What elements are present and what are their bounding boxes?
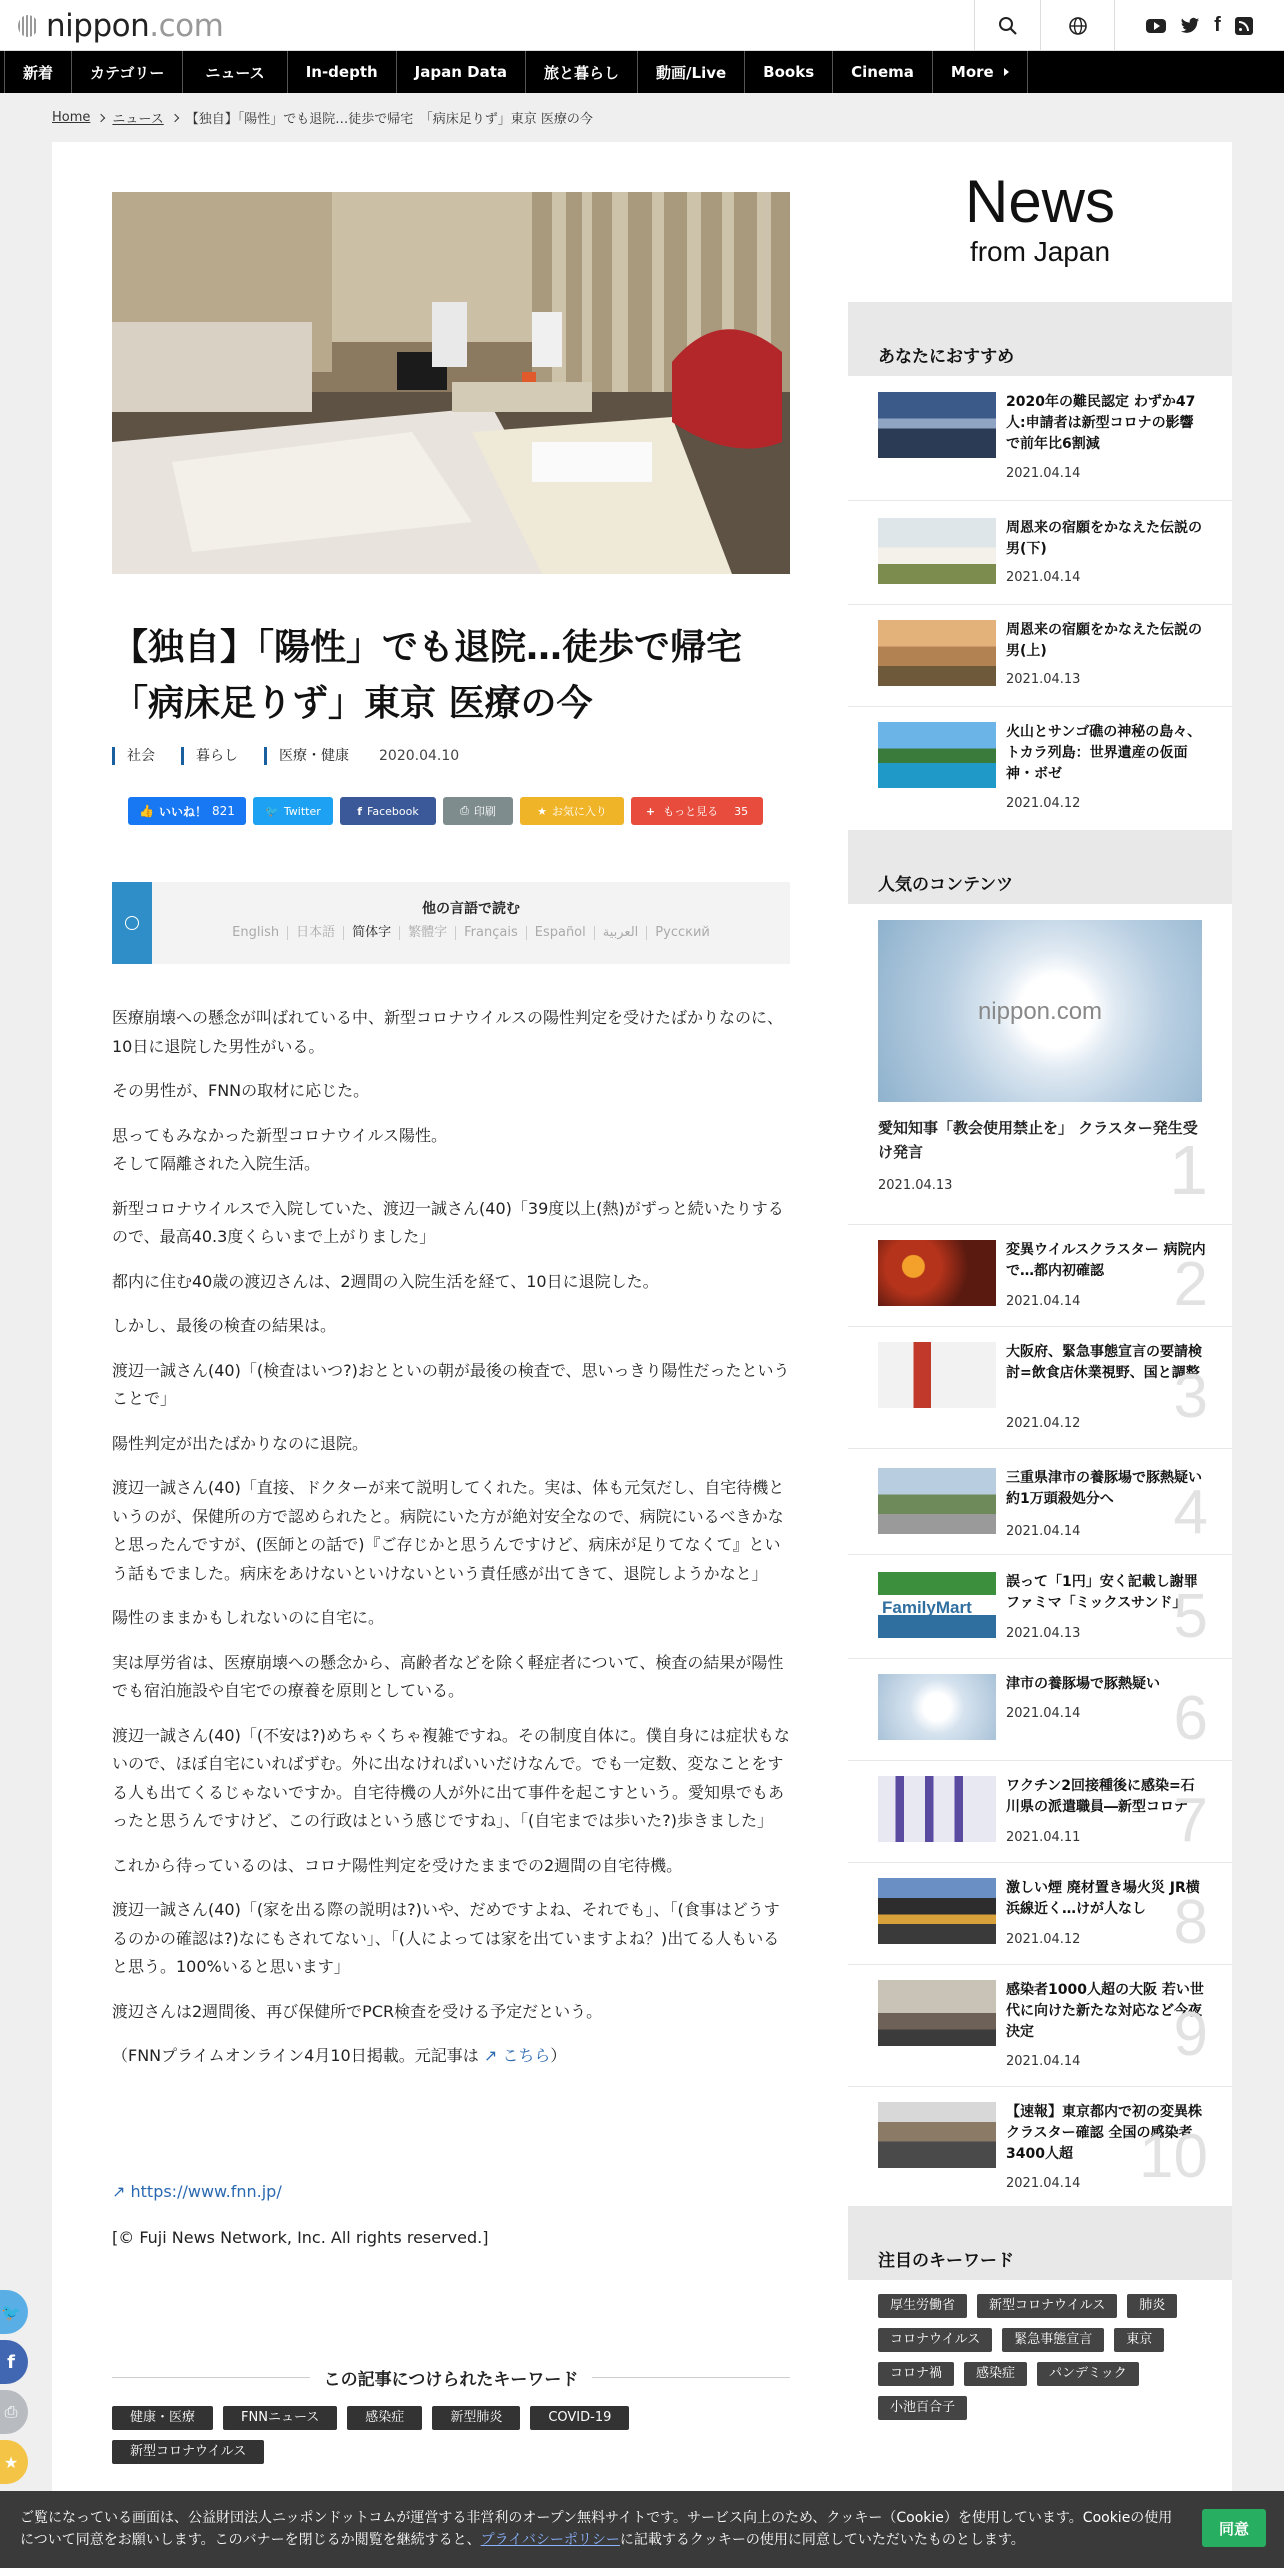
article-title: 【独自】「陽性」でも退院…徒歩で帰宅 「病床足りず」東京 医療の今 xyxy=(112,627,779,724)
divider xyxy=(848,1554,1232,1555)
nav-item-books[interactable]: Books xyxy=(745,51,833,93)
recommend-item[interactable] xyxy=(878,620,1208,710)
paragraph: 渡辺一誠さん(40)「(家を出る際の説明は?)いや、だめですよね、それでも」、「(食事はどうするのかの確認は?)なにもされてない」、「(人によっては家を出ていますよね？)出てる人もいると思う。100%いると思います」 xyxy=(112,1900,780,1976)
language-list xyxy=(152,926,790,940)
popular-item-date: 2021.04.14 xyxy=(1006,2176,1081,2191)
social-links xyxy=(1114,0,1284,51)
nav-item-cinema[interactable]: Cinema xyxy=(833,51,933,93)
popular-item-date: 2021.04.11 xyxy=(1006,1830,1081,1845)
popular-item[interactable] xyxy=(878,1572,1208,1662)
recommend-item-date: 2021.04.14 xyxy=(1006,570,1081,585)
recommend-item-title: 周恩来の宿願をかなえた伝説の男(下) xyxy=(1006,520,1202,557)
recommend-item[interactable] xyxy=(878,392,1208,482)
popular-item[interactable] xyxy=(878,1674,1208,1764)
article-keyword-list xyxy=(112,2406,672,2464)
popular-item-title: 変異ウイルスクラスター 病院内で…都内初確認 xyxy=(1006,1242,1206,1279)
privacy-policy-link[interactable]: プライバシーポリシー xyxy=(480,2532,620,2548)
globe-icon xyxy=(125,916,139,930)
popular-top-rank: 1 xyxy=(1169,1131,1208,1209)
popular-item-date: 2021.04.12 xyxy=(1006,1416,1081,1431)
popular-item-rank: 3 xyxy=(1173,1362,1208,1431)
paragraph: 渡辺一誠さん(40)「直接、ドクターが来て説明してくれた。実は、体も元気だし、自宅待機というのが、保健所の方で認められたと。病院にいた方が絶対安全なので、病院にいるべきかなと思ったんですが、(医師との話で)『ご存じかと思うんですけど、病床が足りてなくて』という話もでました。病床をあけないといけないという責任感が出てきて、退院しようかなと」 xyxy=(112,1478,785,1583)
nav-item-video[interactable]: 動画/Live xyxy=(638,51,745,93)
cookie-accept-button[interactable]: 同意 xyxy=(1202,2509,1266,2547)
logo-mark-icon xyxy=(18,15,38,37)
popular-top-date: 2021.04.13 xyxy=(878,1178,953,1193)
banner-line2: from Japan xyxy=(969,236,1111,267)
popular-thumb-text: FamilyMart xyxy=(882,1598,972,1617)
article-body xyxy=(112,1004,790,2087)
article-keywords-header xyxy=(112,2366,790,2388)
chevron-right-icon xyxy=(171,113,179,121)
divider xyxy=(848,1760,1232,1761)
nav-item-indepth[interactable]: In-depth xyxy=(288,51,397,93)
favorite-label: お気に入り xyxy=(551,805,607,818)
twitter-icon[interactable] xyxy=(1180,17,1200,35)
sidebar-keywords-title: 注目のキーワード xyxy=(878,2251,1014,2271)
plus-icon: + xyxy=(645,804,656,818)
popular-top-thumb-text: nippon.com xyxy=(977,998,1103,1025)
recommend-thumbnail xyxy=(878,392,996,458)
popular-item-rank: 8 xyxy=(1173,1888,1208,1957)
external-link-icon: ↗ xyxy=(483,2046,498,2065)
article-date: 2020.04.10 xyxy=(379,748,460,764)
facebook-share-label: Facebook xyxy=(367,804,419,818)
floating-twitter-button[interactable] xyxy=(0,2290,28,2334)
source-link[interactable] xyxy=(484,2046,551,2065)
popular-title: 人気のコンテンツ xyxy=(878,875,1014,895)
popular-thumbnail xyxy=(878,1980,996,2046)
popular-item-title: 大阪府、緊急事態宣言の要請検討=飲食店休業視野、国と調整 xyxy=(1006,1344,1202,1381)
like-button[interactable] xyxy=(128,797,246,825)
breadcrumb xyxy=(52,108,593,127)
search-icon xyxy=(998,16,1018,36)
sidebar-keyword-tag[interactable]: 東京 xyxy=(1114,2328,1164,2352)
nav-item-category[interactable]: カテゴリー xyxy=(72,51,183,93)
popular-item[interactable] xyxy=(878,1980,1208,2070)
youtube-icon[interactable] xyxy=(1146,19,1166,33)
popular-item-date: 2021.04.14 xyxy=(1006,1524,1081,1539)
logo-dot: .com xyxy=(149,8,224,44)
news-from-japan-banner[interactable] xyxy=(848,142,1232,302)
external-url: https://www.fnn.jp/ xyxy=(130,2182,282,2201)
popular-item[interactable] xyxy=(878,1878,1208,1968)
paragraph: 医療崩壊への懸念が叫ばれている中、新型コロナウイルスの陽性判定を受けたばかりなのに、10日に退院した男性がいる。 xyxy=(112,1008,784,1056)
popular-item-title: 激しい煙 廃材置き場火災 JR横浜線近く…けが人なし xyxy=(1006,1880,1200,1917)
popular-item-rank: 10 xyxy=(1139,2122,1208,2191)
paragraph: 陽性のままかもしれないのに自宅に。 xyxy=(112,1608,385,1627)
nav-item-travel[interactable]: 旅と暮らし xyxy=(526,51,638,93)
paragraph: 都内に住む40歳の渡辺さんは、2週間の入院生活を経て、10日に退院した。 xyxy=(112,1271,659,1291)
category-link[interactable]: 社会 xyxy=(112,747,169,765)
source-link-label: こちら xyxy=(502,2046,551,2065)
sidebar-keyword-tag[interactable]: 肺炎 xyxy=(1127,2294,1177,2318)
sidebar-keyword-tag[interactable]: 小池百合子 xyxy=(878,2396,967,2420)
breadcrumb-current: 【独自】「陽性」でも退院…徒歩で帰宅 「病床足りず」東京 医療の今 xyxy=(185,112,593,127)
recommend-item-title: 周恩来の宿願をかなえた伝説の男(上) xyxy=(1006,622,1202,659)
popular-thumbnail xyxy=(878,1342,996,1408)
more-share-count: 35 xyxy=(734,804,749,818)
sidebar-keyword-tag[interactable]: 新型コロナウイルス xyxy=(977,2294,1117,2318)
language-link-fr[interactable]: Français xyxy=(456,926,527,940)
divider xyxy=(848,1862,1232,1863)
recommend-thumbnail xyxy=(878,722,996,788)
recommend-item[interactable] xyxy=(878,518,1208,608)
twitter-share-button[interactable] xyxy=(253,797,333,825)
nav-item-more[interactable] xyxy=(933,51,1028,93)
popular-item-rank: 5 xyxy=(1173,1582,1208,1651)
divider xyxy=(112,2377,310,2378)
popular-item-title: 三重県津市の養豚場で豚熱疑い 約1万頭殺処分へ xyxy=(1006,1470,1202,1507)
popular-item-rank: 4 xyxy=(1173,1478,1208,1547)
popular-item-title: 津市の養豚場で豚熱疑い xyxy=(1006,1676,1160,1692)
nav-more-label: More xyxy=(950,63,994,81)
popular-thumbnail xyxy=(878,1240,996,1306)
paragraph: 渡辺一誠さん(40)「(不安は?)めちゃくちゃ複雑ですね。その制度自体に。僕自身には症状もないので、ほぼ自宅にいればずむ。外に出なければいいだけなんで。でも一定数、変なことをする人も出てくるじゃないですか。自宅待機の人が外に出て事件を起こすという。愛知県でもあったと思うんですけど、この行政はという感じですね」、「(自宅までは歩いた?)歩きました」 xyxy=(112,1725,790,1830)
sidebar-keyword-tag[interactable]: コロナウイルス xyxy=(878,2328,992,2352)
paragraph: しかし、最後の検査の結果は。 xyxy=(112,1316,337,1335)
category-link[interactable]: 暮らし xyxy=(181,747,252,765)
popular-item-date: 2021.04.12 xyxy=(1006,1932,1081,1947)
more-share-label: もっと見る xyxy=(663,805,719,818)
popular-thumbnail xyxy=(878,1878,996,1944)
popular-top-title: 愛知知事「教会使用禁止を」 クラスター発生受け発言 xyxy=(878,1119,1198,1161)
language-link-en[interactable]: English xyxy=(224,926,288,940)
popular-item-rank: 2 xyxy=(1173,1250,1208,1319)
star-icon: ★ xyxy=(537,804,547,818)
main-nav xyxy=(0,51,1284,93)
popular-item[interactable] xyxy=(878,1468,1208,1558)
article-keywords-title: この記事につけられたキーワード xyxy=(323,2369,579,2390)
recommend-item-date: 2021.04.13 xyxy=(1006,672,1081,687)
floating-print-button[interactable] xyxy=(0,2390,28,2434)
recommend-item-date: 2021.04.12 xyxy=(1006,796,1081,811)
cookie-text xyxy=(20,2507,1180,2551)
popular-item[interactable] xyxy=(878,1776,1208,1866)
other-languages-box xyxy=(112,882,790,964)
twitter-share-label: Twitter xyxy=(283,804,321,818)
recommend-item-title: 火山とサンゴ礁の神秘の島々、トカラ列島：世界遺産の仮面神・ボゼ xyxy=(1006,724,1202,782)
chevron-right-icon xyxy=(97,113,105,121)
article-photo xyxy=(112,192,790,574)
popular-thumbnail xyxy=(878,2102,996,2168)
banner-line1: News xyxy=(964,168,1116,235)
divider xyxy=(848,706,1232,707)
recommend-item-date: 2021.04.14 xyxy=(1006,466,1081,481)
divider xyxy=(848,1224,1232,1225)
star-icon: ★ xyxy=(3,2452,19,2472)
divider xyxy=(848,604,1232,605)
divider xyxy=(848,1658,1232,1659)
cookie-banner xyxy=(0,2491,1284,2568)
paragraph: これから待っているのは、コロナ陽性判定を受けたままでの2週間の自宅待機。 xyxy=(112,1855,683,1875)
logo-text: nippon xyxy=(46,8,150,44)
popular-item-date: 2021.04.13 xyxy=(1006,1626,1081,1641)
site-logo[interactable] xyxy=(18,8,223,44)
external-url-link[interactable] xyxy=(112,2182,282,2201)
popular-item-rank: 9 xyxy=(1173,2000,1208,2069)
language-link-es[interactable]: Español xyxy=(527,926,595,940)
keyword-tag[interactable]: 新型肺炎 xyxy=(432,2406,520,2430)
paragraph: 思ってもみなかった新型コロナウイルス陽性。 そして隔離された入院生活。 xyxy=(112,1125,448,1173)
floating-favorite-button[interactable] xyxy=(0,2440,28,2484)
facebook-icon[interactable]: f xyxy=(1214,14,1221,36)
divider xyxy=(848,1448,1232,1449)
search-button[interactable] xyxy=(974,0,1040,51)
recommend-thumbnail xyxy=(878,518,996,584)
breadcrumb-home[interactable]: Home xyxy=(52,110,91,125)
recommend-item-title: 2020年の難民認定 わずか47人:申請者は新型コロナの影響で前年比6割減 xyxy=(1006,394,1196,452)
facebook-icon: f xyxy=(357,804,363,818)
sidebar-keyword-tag[interactable]: 緊急事態宣言 xyxy=(1002,2328,1104,2352)
keyword-tag[interactable]: FNNニュース xyxy=(223,2406,337,2430)
popular-item[interactable] xyxy=(878,1342,1208,1432)
print-button[interactable] xyxy=(443,797,513,825)
other-languages-title: 他の言語で読む xyxy=(422,901,520,917)
language-link-zh-hant[interactable]: 繁體字 xyxy=(400,926,456,940)
cookie-text-after: に記載するクッキーの使用に同意していただいたものとします。 xyxy=(619,2532,1025,2548)
nav-item-new[interactable]: 新着 xyxy=(4,51,72,93)
sidebar-keyword-tag[interactable]: 厚生労働省 xyxy=(878,2294,967,2318)
recommend-title: あなたにおすすめ xyxy=(878,347,1015,367)
popular-item-rank: 7 xyxy=(1173,1786,1208,1855)
popular-thumbnail xyxy=(878,1572,996,1638)
like-count: 821 xyxy=(212,804,235,818)
thumbs-up-icon: 👍 xyxy=(139,804,155,818)
site-header xyxy=(0,0,1284,51)
sidebar-keyword-tag[interactable]: 感染症 xyxy=(964,2362,1027,2386)
article-main xyxy=(52,142,848,2502)
copyright: [© Fuji News Network, Inc. All rights reserved.] xyxy=(112,2228,489,2247)
more-share-button[interactable] xyxy=(631,797,763,825)
article-categories xyxy=(112,747,459,765)
language-link-ru[interactable]: Русский xyxy=(655,925,710,940)
recommend-item[interactable] xyxy=(878,722,1208,812)
popular-thumbnail xyxy=(878,1776,996,1842)
popular-item-title: 【速報】東京都内で初の変異株クラスター確認 全国の感染者3400人超 xyxy=(1006,2104,1202,2162)
category-link[interactable]: 医療・健康 xyxy=(264,747,363,765)
popular-item-title: 感染者1000人超の大阪 若い世代に向けた新たな対応など今夜決定 xyxy=(1006,1982,1204,2040)
language-link-zh-hans[interactable]: 简体字 xyxy=(344,926,400,940)
keyword-tag[interactable]: 健康・医療 xyxy=(112,2406,213,2430)
popular-item-date: 2021.04.14 xyxy=(1006,1294,1081,1309)
breadcrumb-news[interactable]: ニュース xyxy=(112,112,164,127)
share-bar xyxy=(128,797,763,825)
source-prefix: （FNNプライムオンライン4月10日掲載。元記事は xyxy=(112,2046,479,2065)
divider xyxy=(848,1964,1232,1965)
paragraph: 実は厚労省は、医療崩壊への懸念から、高齢者などを除く軽症者について、検査の結果が陽性でも宿泊施設や自宅での療養を原則としている。 xyxy=(112,1652,784,1700)
popular-item-title: 誤って「1円」安く記載し謝罪 ファミマ「ミックスサンド」 xyxy=(1006,1574,1198,1611)
popular-item-rank: 6 xyxy=(1173,1684,1208,1753)
nav-item-japan-data[interactable]: Japan Data xyxy=(397,51,526,93)
external-link-icon: ↗ xyxy=(112,2182,126,2201)
popular-item[interactable] xyxy=(878,1240,1208,1330)
popular-thumbnail xyxy=(878,1468,996,1534)
facebook-share-button[interactable] xyxy=(340,797,436,825)
floating-facebook-button[interactable] xyxy=(0,2340,28,2384)
print-label: 印刷 xyxy=(473,805,496,818)
popular-top-thumbnail xyxy=(878,920,1202,1102)
popular-item-title: ワクチン2回接種後に感染=石川県の派遣職員―新型コロナ xyxy=(1006,1778,1195,1815)
language-button[interactable] xyxy=(1040,0,1114,51)
paragraph: 渡辺一誠さん(40)「(検査はいつ?)おとといの朝が最後の検査で、思いっきり陽性だったということで」 xyxy=(112,1360,790,1408)
facebook-icon: f xyxy=(7,2351,15,2373)
popular-item-date: 2021.04.14 xyxy=(1006,2054,1081,2069)
divider xyxy=(848,2086,1232,2087)
popular-item-date: 2021.04.14 xyxy=(1006,1706,1081,1721)
popular-item[interactable] xyxy=(878,2102,1208,2192)
cookie-text-before: ご覧になっている画面は、公益財団法人ニッポンドットコムが運営する非営利のオープン無料サイトです。サービス向上のため、クッキー（Cookie）を使用しています。Cookieの使用について同意をお願いします。このバナーを閉じるか閲覧を継続すると、 xyxy=(20,2510,1173,2548)
print-icon: ⎙ xyxy=(460,804,469,817)
caret-right-icon xyxy=(1004,68,1009,76)
language-bar xyxy=(112,882,152,964)
keyword-tag[interactable]: COVID-19 xyxy=(530,2406,629,2430)
paragraph: 渡辺さんは2週間後、再び保健所でPCR検査を受ける予定だという。 xyxy=(112,2001,603,2021)
source-suffix: ） xyxy=(550,2046,567,2065)
paragraph: その男性が、FNNの取材に応じた。 xyxy=(112,1081,370,1100)
sidebar xyxy=(848,142,1232,2502)
popular-thumbnail xyxy=(878,1674,996,1740)
divider xyxy=(592,2377,790,2378)
globe-icon xyxy=(1068,16,1088,36)
sidebar-keyword-tag[interactable]: コロナ禍 xyxy=(878,2362,954,2386)
print-icon: ⎙ xyxy=(4,2402,18,2421)
sidebar-keyword-list xyxy=(878,2294,1208,2420)
recommend-thumbnail xyxy=(878,620,996,686)
paragraph: 新型コロナウイルスで入院していた、渡辺一誠さん(40)「39度以上(熱)がずっと続いたりするので、最高40.3度くらいまで上がりました」 xyxy=(112,1198,784,1246)
twitter-icon: 🐦 xyxy=(265,804,279,818)
sidebar-keyword-tag[interactable]: パンデミック xyxy=(1037,2362,1139,2386)
divider xyxy=(848,1326,1232,1327)
language-link-ja[interactable]: 日本語 xyxy=(288,926,344,940)
paragraph: 陽性判定が出たばかりなのに退院。 xyxy=(112,1433,369,1453)
keyword-tag[interactable]: 感染症 xyxy=(347,2406,422,2430)
twitter-icon: 🐦 xyxy=(1,2302,21,2322)
popular-top-item[interactable] xyxy=(878,920,1208,1220)
nav-item-news[interactable]: ニュース xyxy=(183,51,287,93)
like-label: いいね！ xyxy=(159,804,208,819)
favorite-button[interactable] xyxy=(520,797,624,825)
keyword-tag[interactable]: 新型コロナウイルス xyxy=(112,2440,264,2464)
source-line xyxy=(112,2042,790,2071)
language-link-ar[interactable]: العربية xyxy=(595,926,648,940)
divider xyxy=(848,500,1232,501)
rss-icon[interactable] xyxy=(1235,17,1253,35)
